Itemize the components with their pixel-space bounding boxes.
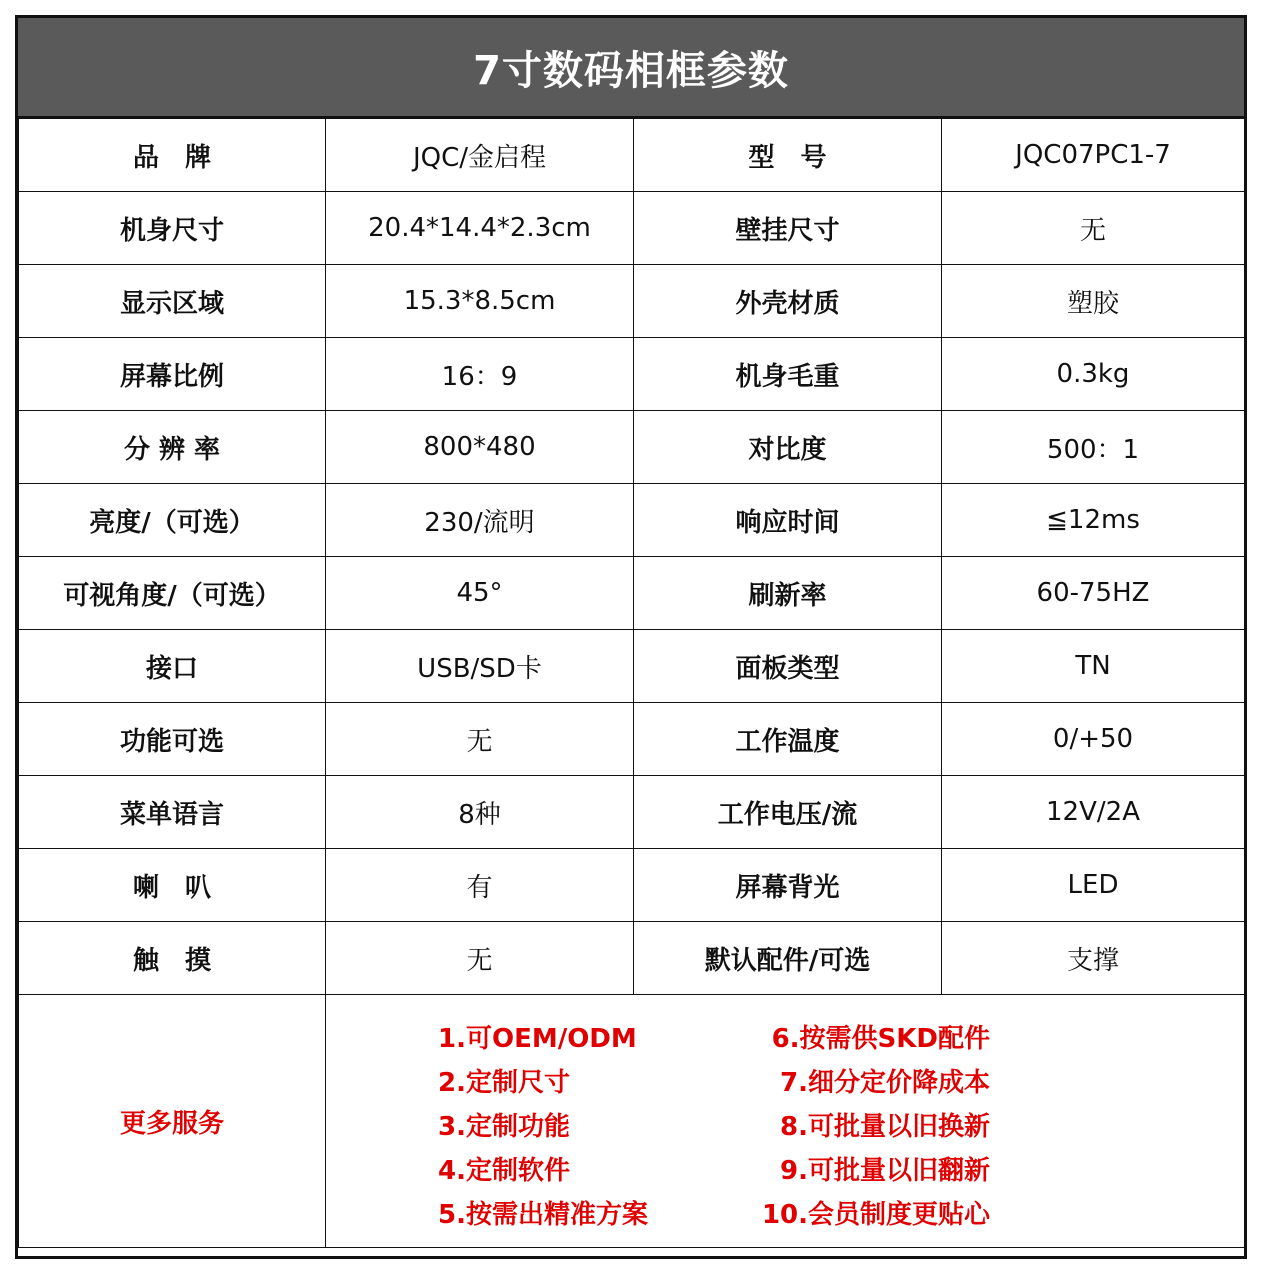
service-item: 3.定制功能 — [438, 1112, 570, 1142]
spec-sheet — [15, 15, 1247, 1259]
spec-value: 20.4*14.4*2.3cm — [326, 192, 634, 265]
spec-value: 8种 — [326, 776, 634, 849]
spec-label: 可视角度/（可选） — [19, 557, 326, 630]
spec-value: ≦12ms — [942, 484, 1245, 557]
services-left-list — [438, 1017, 648, 1237]
spec-row — [19, 922, 1245, 995]
spec-value: 无 — [942, 192, 1245, 265]
service-item: 1.可OEM/ODM — [438, 1024, 637, 1054]
spec-row — [19, 484, 1245, 557]
spec-label: 功能可选 — [19, 703, 326, 776]
service-item: 4.定制软件 — [438, 1156, 570, 1186]
spec-row — [19, 776, 1245, 849]
service-item: 9.可批量以旧翻新 — [780, 1156, 990, 1186]
sheet-title: 7寸数码相框参数 — [18, 18, 1244, 118]
spec-label: 机身毛重 — [634, 338, 942, 411]
service-item: 7.细分定价降成本 — [780, 1068, 990, 1098]
spec-row — [19, 849, 1245, 922]
spec-value: 12V/2A — [942, 776, 1245, 849]
spec-row — [19, 338, 1245, 411]
spec-label: 菜单语言 — [19, 776, 326, 849]
spec-label: 亮度/（可选） — [19, 484, 326, 557]
spec-label: 外壳材质 — [634, 265, 942, 338]
spec-label: 工作电压/流 — [634, 776, 942, 849]
spec-table — [18, 118, 1245, 1248]
spec-label: 屏幕背光 — [634, 849, 942, 922]
spec-value: LED — [942, 849, 1245, 922]
spec-label: 刷新率 — [634, 557, 942, 630]
spec-label: 触 摸 — [19, 922, 326, 995]
service-item: 10.会员制度更贴心 — [761, 1200, 990, 1230]
spec-label: 面板类型 — [634, 630, 942, 703]
service-item: 8.可批量以旧换新 — [780, 1112, 990, 1142]
spec-label: 型 号 — [634, 119, 942, 192]
spec-label: 品 牌 — [19, 119, 326, 192]
spec-value: 15.3*8.5cm — [326, 265, 634, 338]
spec-label: 喇 叭 — [19, 849, 326, 922]
spec-row — [19, 557, 1245, 630]
services-cell — [326, 995, 1245, 1248]
spec-label: 壁挂尺寸 — [634, 192, 942, 265]
services-row — [19, 995, 1245, 1248]
spec-value: 500：1 — [942, 411, 1245, 484]
spec-label: 接口 — [19, 630, 326, 703]
spec-label: 响应时间 — [634, 484, 942, 557]
spec-value: 230/流明 — [326, 484, 634, 557]
spec-label: 屏幕比例 — [19, 338, 326, 411]
spec-row — [19, 265, 1245, 338]
spec-value: JQC07PC1-7 — [942, 119, 1245, 192]
spec-label: 工作温度 — [634, 703, 942, 776]
spec-row — [19, 703, 1245, 776]
spec-value: 0/+50 — [942, 703, 1245, 776]
spec-row — [19, 119, 1245, 192]
spec-label: 对比度 — [634, 411, 942, 484]
spec-label: 默认配件/可选 — [634, 922, 942, 995]
spec-label: 分 辨 率 — [19, 411, 326, 484]
service-item: 6.按需供SKD配件 — [771, 1024, 990, 1054]
spec-value: JQC/金启程 — [326, 119, 634, 192]
spec-row — [19, 411, 1245, 484]
service-item: 2.定制尺寸 — [438, 1068, 570, 1098]
services-right-list — [762, 1017, 990, 1237]
spec-row — [19, 192, 1245, 265]
spec-value: 16：9 — [326, 338, 634, 411]
service-item: 5.按需出精准方案 — [438, 1200, 648, 1230]
spec-value: 有 — [326, 849, 634, 922]
spec-label: 显示区域 — [19, 265, 326, 338]
services-label: 更多服务 — [19, 995, 326, 1248]
spec-value: USB/SD卡 — [326, 630, 634, 703]
spec-value: 800*480 — [326, 411, 634, 484]
spec-value: 塑胶 — [942, 265, 1245, 338]
spec-value: 支撑 — [942, 922, 1245, 995]
spec-row — [19, 630, 1245, 703]
spec-value: 无 — [326, 922, 634, 995]
spec-value: 0.3kg — [942, 338, 1245, 411]
spec-value: TN — [942, 630, 1245, 703]
spec-value: 无 — [326, 703, 634, 776]
spec-value: 60-75HZ — [942, 557, 1245, 630]
spec-value: 45° — [326, 557, 634, 630]
spec-label: 机身尺寸 — [19, 192, 326, 265]
